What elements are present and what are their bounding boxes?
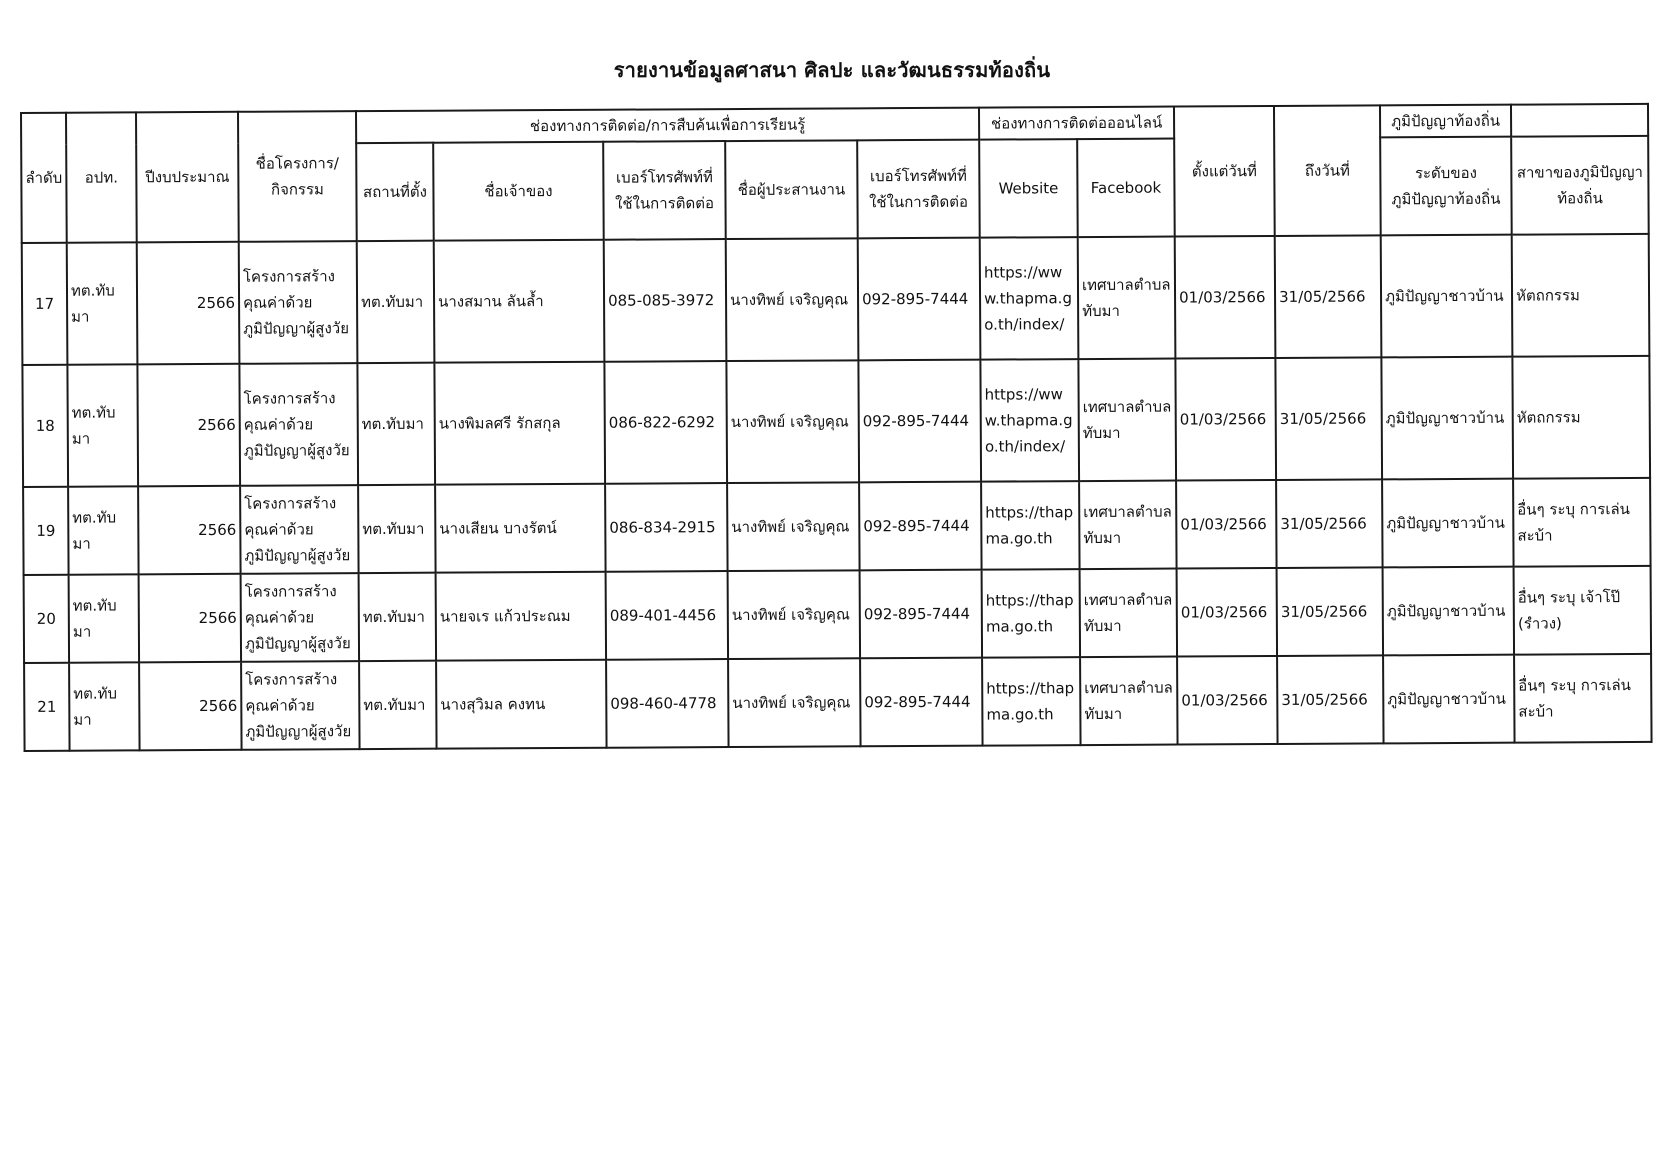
cell-owner-phone: 098-460-4778 xyxy=(606,659,728,748)
header-project: ชื่อโครงการ/กิจกรรม xyxy=(238,111,357,242)
cell-owner: นางสุวิมล คงทน xyxy=(436,660,606,749)
cell-order: 17 xyxy=(22,243,68,365)
cell-org: ทต.ทับมา xyxy=(67,365,138,487)
cell-end-date: 31/05/2566 xyxy=(1275,358,1382,481)
cell-org: ทต.ทับมา xyxy=(69,575,139,663)
header-website: Website xyxy=(979,139,1078,238)
cell-owner-phone: 089-401-4456 xyxy=(606,571,728,660)
cell-wisdom-branch: อื่นๆ ระบุ การเล่นสะบ้า xyxy=(1514,654,1651,743)
cell-end-date: 31/05/2566 xyxy=(1275,236,1382,359)
cell-coordinator: นางทิพย์ เจริญคุณ xyxy=(728,571,860,660)
cell-facebook: เทศบาลตำบลทับมา xyxy=(1079,481,1176,570)
cell-project: โครงการสร้างคุณค่าด้วยภูมิปัญญาผู้สูงวัย xyxy=(241,661,359,750)
cell-wisdom-branch: หัตถกรรม xyxy=(1512,234,1650,357)
cell-start-date: 01/03/2566 xyxy=(1175,236,1276,359)
header-facebook: Facebook xyxy=(1077,139,1175,238)
cell-end-date: 31/05/2566 xyxy=(1276,480,1382,569)
header-budget-year: ปีงบประมาณ xyxy=(136,112,239,243)
header-group-blank xyxy=(1511,104,1648,137)
cell-order: 20 xyxy=(24,575,69,663)
cell-coordinator-phone: 092-895-7444 xyxy=(859,482,982,571)
header-start-date: ตั้งแต่วันที่ xyxy=(1174,106,1275,237)
cell-coordinator: นางทิพย์ เจริญคุณ xyxy=(728,659,860,748)
cell-wisdom-branch: หัตถกรรม xyxy=(1512,356,1650,479)
cell-owner: นายจเร แก้วประณม xyxy=(436,572,606,661)
cell-owner-phone: 086-822-6292 xyxy=(604,361,727,484)
cell-owner: นางพิมลศรี รักสกุล xyxy=(434,362,605,485)
cell-website: https://www.thapma.go.th/index/ xyxy=(980,237,1079,360)
cell-owner-phone: 085-085-3972 xyxy=(604,239,727,362)
header-group-wisdom: ภูมิปัญญาท้องถิ่น xyxy=(1380,105,1511,138)
cell-org: ทต.ทับมา xyxy=(67,243,138,365)
header-location: สถานที่ตั้ง xyxy=(356,143,434,241)
header-coordinator-phone: เบอร์โทรศัพท์ที่ใช้ในการติดต่อ xyxy=(857,140,980,239)
header-wisdom-branch: สาขาของภูมิปัญญาท้องถิ่น xyxy=(1511,136,1649,235)
cell-order: 18 xyxy=(22,365,68,487)
cell-project: โครงการสร้างคุณค่าด้วยภูมิปัญญาผู้สูงวัย xyxy=(240,485,358,574)
cell-coordinator: นางทิพย์ เจริญคุณ xyxy=(727,483,859,572)
table-row xyxy=(23,478,1650,575)
cell-facebook: เทศบาลตำบลทับมา xyxy=(1080,657,1177,746)
header-order: ลำดับ xyxy=(21,113,67,243)
cell-wisdom-level: ภูมิปัญญาชาวบ้าน xyxy=(1383,567,1514,656)
cell-budget-year: 2566 xyxy=(139,574,241,663)
header-owner: ชื่อเจ้าของ xyxy=(433,142,604,241)
cell-location: ทต.ทับมา xyxy=(358,485,435,573)
cell-location: ทต.ทับมา xyxy=(359,661,436,749)
table-row xyxy=(22,356,1650,487)
header-org: อปท. xyxy=(66,112,137,243)
cell-budget-year: 2566 xyxy=(137,364,240,487)
cell-coordinator-phone: 092-895-7444 xyxy=(860,570,983,659)
table-row xyxy=(24,654,1651,751)
cell-facebook: เทศบาลตำบลทับมา xyxy=(1078,237,1176,360)
cell-wisdom-branch: อื่นๆ ระบุ เจ้าโป๊ (รำวง) xyxy=(1514,566,1651,655)
cell-project: โครงการสร้างคุณค่าด้วยภูมิปัญญาผู้สูงวัย xyxy=(241,573,359,662)
table-row xyxy=(22,234,1650,365)
cell-wisdom-level: ภูมิปัญญาชาวบ้าน xyxy=(1381,235,1513,358)
cell-end-date: 31/05/2566 xyxy=(1277,568,1383,657)
header-group-online: ช่องทางการติดต่อออนไลน์ xyxy=(979,107,1174,140)
cell-website: https://thapma.go.th xyxy=(982,569,1080,658)
cell-budget-year: 2566 xyxy=(137,242,240,365)
cell-wisdom-level: ภูมิปัญญาชาวบ้าน xyxy=(1381,357,1513,480)
cell-website: https://www.thapma.go.th/index/ xyxy=(980,359,1079,482)
cell-wisdom-branch: อื่นๆ ระบุ การเล่นสะบ้า xyxy=(1513,478,1650,567)
cell-org: ทต.ทับมา xyxy=(68,487,138,575)
cell-project: โครงการสร้างคุณค่าด้วยภูมิปัญญาผู้สูงวัย xyxy=(239,241,358,364)
header-wisdom-level: ระดับของภูมิปัญญาท้องถิ่น xyxy=(1380,137,1512,236)
cell-owner: นางเสียน บางรัตน์ xyxy=(435,484,605,573)
cell-wisdom-level: ภูมิปัญญาชาวบ้าน xyxy=(1382,479,1513,568)
cell-location: ทต.ทับมา xyxy=(357,363,435,485)
cell-project: โครงการสร้างคุณค่าด้วยภูมิปัญญาผู้สูงวัย xyxy=(239,363,358,486)
header-coordinator: ชื่อผู้ประสานงาน xyxy=(725,141,858,240)
cell-wisdom-level: ภูมิปัญญาชาวบ้าน xyxy=(1383,655,1514,744)
cell-coordinator-phone: 092-895-7444 xyxy=(858,238,981,361)
table-row xyxy=(24,566,1651,663)
report-sheet xyxy=(20,103,1653,752)
cell-coordinator-phone: 092-895-7444 xyxy=(858,360,981,483)
cell-budget-year: 2566 xyxy=(138,486,240,575)
cell-coordinator: นางทิพย์ เจริญคุณ xyxy=(726,361,859,484)
cell-start-date: 01/03/2566 xyxy=(1177,656,1277,745)
cell-coordinator-phone: 092-895-7444 xyxy=(860,658,983,747)
cell-owner-phone: 086-834-2915 xyxy=(605,483,727,572)
cell-coordinator: นางทิพย์ เจริญคุณ xyxy=(726,239,859,362)
header-group-contact: ช่องทางการติดต่อ/การสืบค้นเพื่อการเรียนรู้ xyxy=(356,108,979,144)
header-owner-phone: เบอร์โทรศัพท์ที่ใช้ในการติดต่อ xyxy=(603,141,726,240)
cell-order: 19 xyxy=(23,487,68,575)
report-table xyxy=(20,103,1653,752)
header-end-date: ถึงวันที่ xyxy=(1274,105,1381,236)
cell-start-date: 01/03/2566 xyxy=(1176,480,1276,569)
cell-start-date: 01/03/2566 xyxy=(1177,568,1277,657)
cell-start-date: 01/03/2566 xyxy=(1175,358,1276,481)
cell-website: https://thapma.go.th xyxy=(982,657,1080,746)
cell-budget-year: 2566 xyxy=(139,662,241,751)
cell-location: ทต.ทับมา xyxy=(357,241,435,363)
cell-facebook: เทศบาลตำบลทับมา xyxy=(1078,359,1176,482)
cell-end-date: 31/05/2566 xyxy=(1277,656,1383,745)
cell-location: ทต.ทับมา xyxy=(359,573,436,661)
cell-website: https://thapma.go.th xyxy=(981,481,1079,570)
cell-facebook: เทศบาลตำบลทับมา xyxy=(1080,569,1177,658)
cell-org: ทต.ทับมา xyxy=(69,663,139,751)
cell-order: 21 xyxy=(24,663,69,751)
cell-owner: นางสมาน ลันล้ำ xyxy=(434,240,605,363)
page-title: รายงานข้อมูลศาสนา ศิลปะ และวัฒนธรรมท้องถิ่น xyxy=(613,58,1051,82)
